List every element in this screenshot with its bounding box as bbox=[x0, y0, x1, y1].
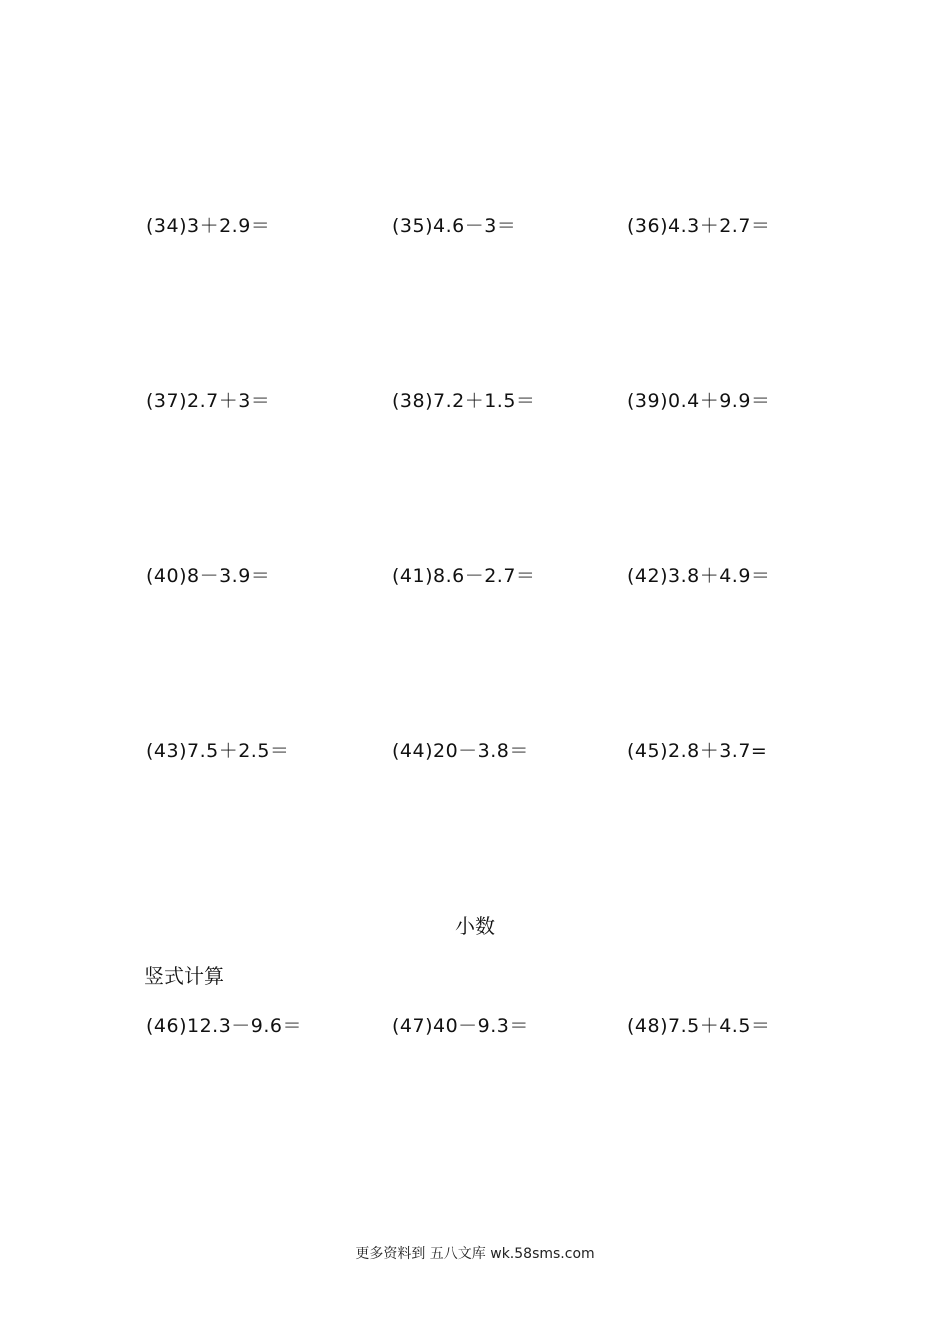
problem-45: (45)2.8＋3.7= bbox=[627, 740, 768, 762]
problem-41: (41)8.6－2.7＝ bbox=[392, 565, 536, 587]
problem-47: (47)40－9.3＝ bbox=[392, 1015, 529, 1037]
problem-44: (44)20－3.8＝ bbox=[392, 740, 529, 762]
problem-34: (34)3＋2.9＝ bbox=[146, 215, 271, 237]
problem-38: (38)7.2＋1.5＝ bbox=[392, 390, 536, 412]
footer-text: 更多资料到 五八文库 wk.58sms.com bbox=[355, 1246, 595, 1262]
problem-46: (46)12.3－9.6＝ bbox=[146, 1015, 303, 1037]
problem-36: (36)4.3＋2.7＝ bbox=[627, 215, 771, 237]
problem-37: (37)2.7＋3＝ bbox=[146, 390, 271, 412]
problem-48: (48)7.5＋4.5＝ bbox=[627, 1015, 771, 1037]
problem-row bbox=[0, 1011, 950, 1041]
problem-42: (42)3.8＋4.9＝ bbox=[627, 565, 771, 587]
section-heading: 竖式计算 bbox=[144, 964, 224, 988]
problem-35: (35)4.6－3＝ bbox=[392, 215, 517, 237]
problem-row bbox=[0, 386, 950, 416]
problem-40: (40)8－3.9＝ bbox=[146, 565, 271, 587]
problem-row bbox=[0, 736, 950, 766]
section-title: 小数 bbox=[455, 914, 495, 938]
problem-43: (43)7.5＋2.5＝ bbox=[146, 740, 290, 762]
problem-row bbox=[0, 561, 950, 591]
problem-row bbox=[0, 211, 950, 241]
problem-39: (39)0.4＋9.9＝ bbox=[627, 390, 771, 412]
